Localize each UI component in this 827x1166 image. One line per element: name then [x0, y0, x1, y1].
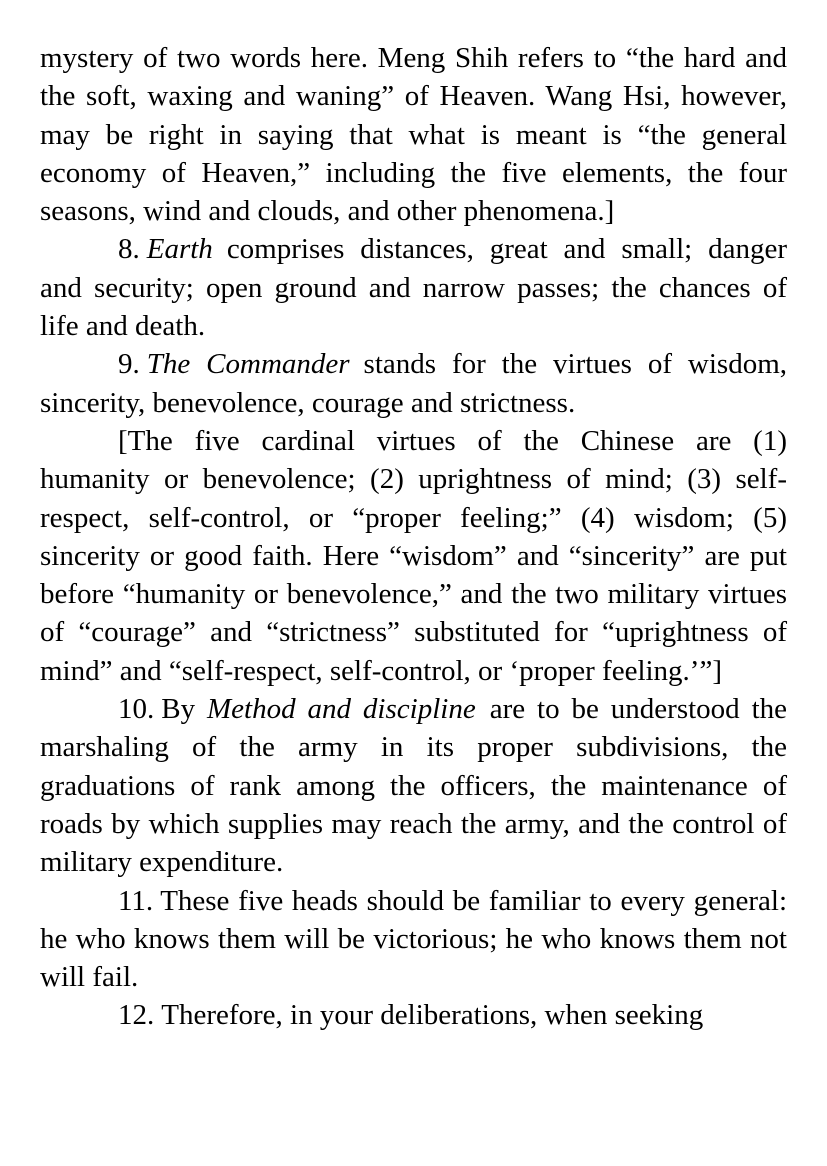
paragraph-10 — [40, 690, 787, 881]
paragraph-number: 9. — [118, 348, 140, 381]
paragraph-7-continuation: mystery of two words here. Meng Shih refers to “the hard and the soft, waxing and waning” of Heaven. Wang Hsi, however, may be right in saying that what is meant is “the general economy of Heaven,” including the five elements, the four seasons, wind and clouds, and other phenomena.] — [40, 42, 787, 228]
paragraph-number: 10. — [118, 693, 155, 726]
paragraph-12 — [40, 996, 787, 1034]
paragraph-lead: By — [161, 693, 196, 726]
paragraph-text: comprises distances, great and small; danger and security; open ground and narrow passes; the chances of life and death. — [40, 233, 787, 343]
paragraph-8 — [40, 230, 787, 345]
paragraph-text: are to be understood the marshaling of the army in its proper subdivisions, the graduations of rank among the officers, the maintenance of roads by which supplies may reach the army, and the control of military expenditure. — [40, 693, 788, 879]
paragraph-number: 11. — [118, 884, 154, 917]
paragraph-text: Therefore, in your deliberations, when seeking — [161, 999, 704, 1032]
paragraph-text: These five heads should be familiar to every general: he who knows them will be victorious; he who knows them not will fail. — [40, 884, 787, 994]
term-commander: The Commander — [146, 348, 350, 381]
term-earth: Earth — [146, 233, 213, 266]
paragraph-text: stands for the virtues of wisdom, sincerity, benevolence, courage and strictness. — [40, 348, 787, 419]
book-page — [40, 39, 787, 1035]
paragraph-11 — [40, 882, 787, 997]
paragraph-9 — [40, 345, 787, 422]
term-method-and-discipline: Method and discipline — [207, 693, 476, 726]
paragraph-9-commentary: [The five cardinal virtues of the Chinese are (1) humanity or benevolence; (2) uprightness of mind; (3) self-respect, self-control, or “proper feeling;” (4) wisdom; (5) sincerity or good faith. Here “wisdom” and “sincerity” are put before “humanity or benevolence,” and the two military virtues of “courage” and “strictness” substituted for “uprightness of mind” and “self-respect, self-control, or ‘proper feeling.’”] — [40, 424, 787, 687]
paragraph-number: 12. — [118, 999, 155, 1032]
paragraph-number: 8. — [118, 233, 140, 266]
